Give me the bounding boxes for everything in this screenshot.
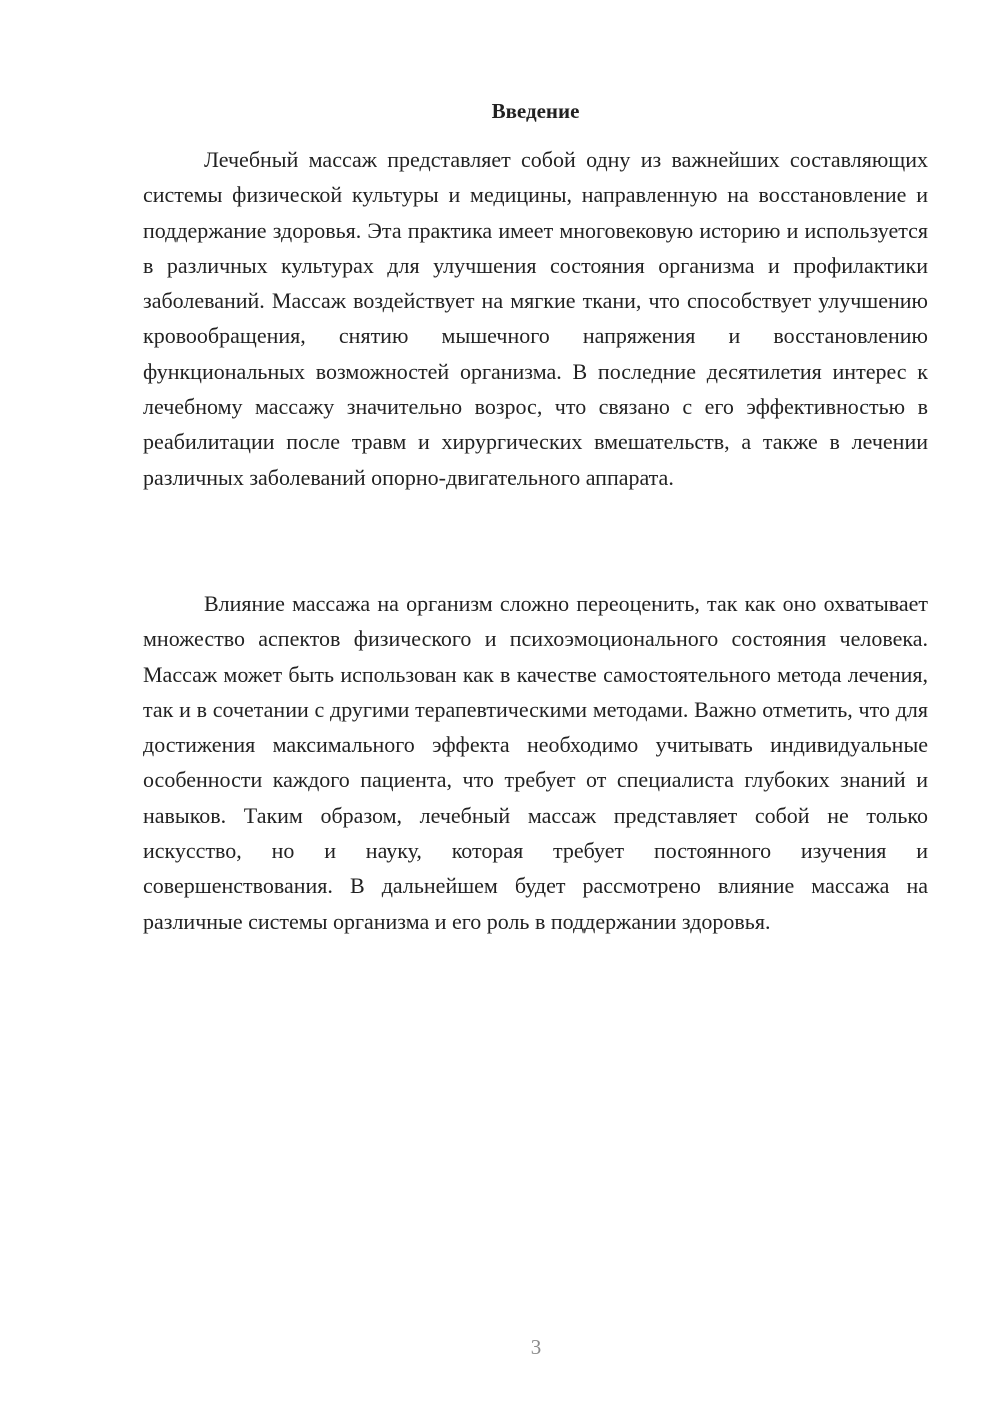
- body-paragraph-1: Лечебный массаж представляет собой одну из важнейших составляющих системы физической культуры и медицины, направленную на восстановление и поддержание здоровья. Эта практика имеет многовековую историю и используется в различных культурах для улучшения состояния организма и профилактики заболеваний. Массаж воздействует на мягкие ткани, что способствует улучшению кровообращения, снятию мышечного напряжения и восстановлению функциональных возможностей организма. В последние десятилетия интерес к лечебному массажу значительно возрос, что связано с его эффективностью в реабилитации после травм и хирургических вмешательств, а также в лечении различных заболеваний опорно-двигательного аппарата.: [143, 147, 928, 490]
- section-heading: Введение: [491, 99, 580, 123]
- body-paragraph-2: Влияние массажа на организм сложно переоценить, так как оно охватывает множество аспектов физического и психоэмоционального состояния человека. Массаж может быть использован как в качестве самостоятельного метода лечения, так и в сочетании с другими терапевтическими методами. Важно отметить, что для достижения максимального эффекта необходимо учитывать индивидуальные особенности каждого пациента, что требует от специалиста глубоких знаний и навыков. Таким образом, лечебный массаж представляет собой не только искусство, но и науку, которая требует постоянного изучения и совершенствования. В дальнейшем будет рассмотрено влияние массажа на различные системы организма и его роль в поддержании здоровья.: [143, 591, 928, 934]
- page-number: 3: [530, 1335, 542, 1359]
